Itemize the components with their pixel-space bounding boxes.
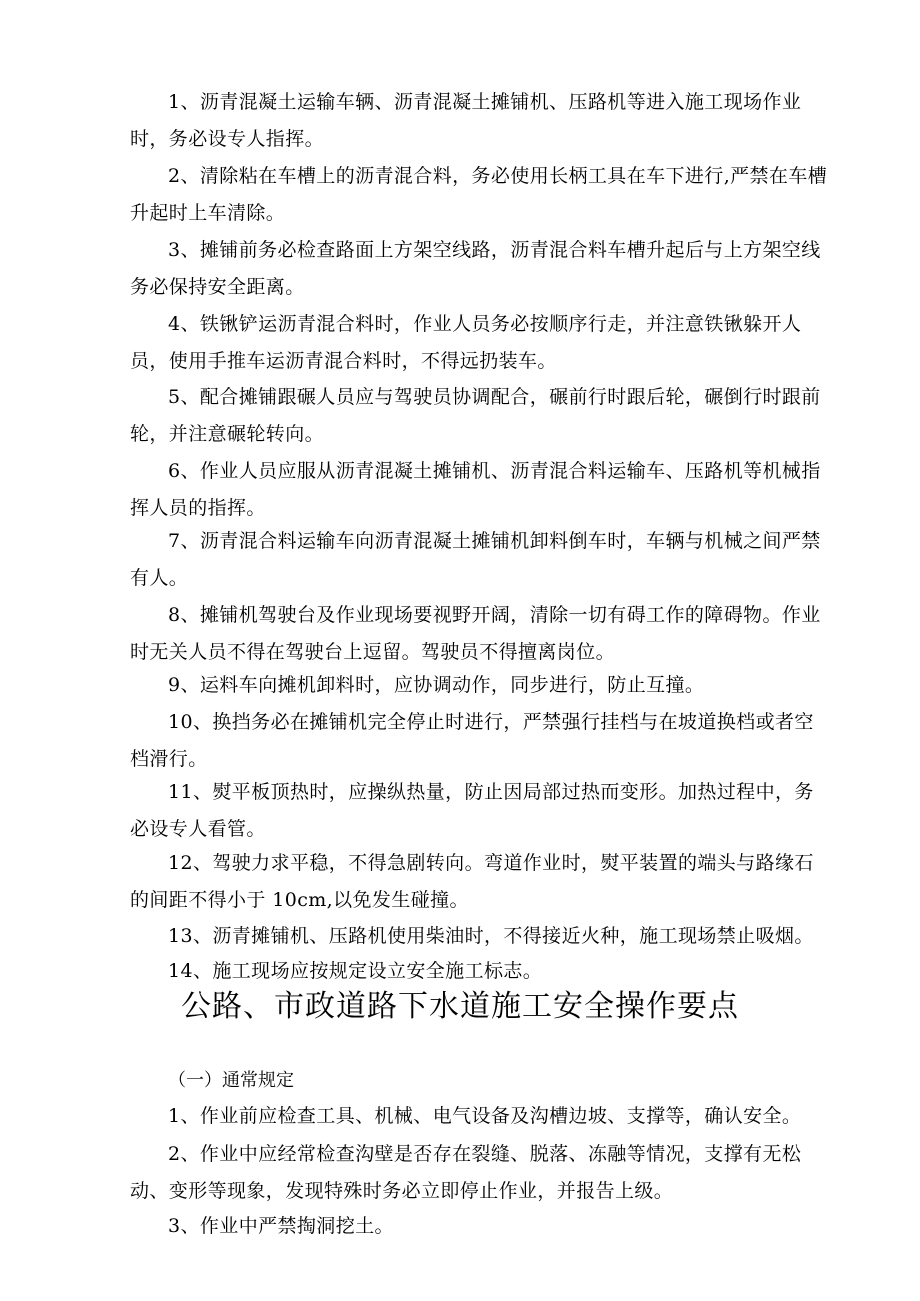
section-title: 公路、市政道路下水道施工安全操作要点 <box>181 989 739 1024</box>
paragraph-item-7: 7、沥青混合料运输车向沥青混凝土摊铺机卸料倒车时，车辆与机械之间严禁有人。 <box>130 530 821 589</box>
paragraph-item-6: 6、作业人员应服从沥青混凝土摊铺机、沥青混合料运输车、压路机等机械指挥人员的指挥。 <box>130 460 821 519</box>
paragraph-item-4: 4、铁锹铲运沥青混合料时，作业人员务必按顺序行走，并注意铁锹躲开人员，使用手推车运沥青混合料时，不得远扔装车。 <box>130 313 802 372</box>
paragraph-item-5: 5、配合摊铺跟碾人员应与驾驶员协调配合，碾前行时跟后轮，碾倒行时跟前轮，并注意碾轮转向。 <box>130 386 821 445</box>
paragraph-item-8: 8、摊铺机驾驶台及作业现场要视野开阔，清除一切有碍工作的障碍物。作业时无关人员不得在驾驶台上逗留。驾驶员不得擅离岗位。 <box>130 604 821 663</box>
paragraph-item-12: 12、驾驶力求平稳，不得急剧转向。弯道作业时，熨平装置的端头与路缘石的间距不得小于 10cm,以免发生碰撞。 <box>130 852 814 911</box>
paragraph-item-13: 13、沥青摊铺机、压路机使用柴油时，不得接近火种，施工现场禁止吸烟。 <box>168 925 814 947</box>
section-subheading: （一）通常规定 <box>168 1070 294 1091</box>
paragraph-rule-2: 2、作业中应经常检查沟壁是否存在裂缝、脱落、冻融等情况，支撑有无松动、变形等现象，发现特殊时务必立即停止作业，并报告上级。 <box>130 1143 802 1202</box>
paragraph-item-1: 1、沥青混凝土运输车辆、沥青混凝土摊铺机、压路机等进入施工现场作业时，务必设专人指挥。 <box>130 91 802 150</box>
paragraph-item-10: 10、换挡务必在摊铺机完全停止时进行，严禁强行挂档与在坡道换档或者空档滑行。 <box>130 711 814 770</box>
paragraph-item-11: 11、熨平板顶热时，应操纵热量，防止因局部过热而变形。加热过程中，务必设专人看管。 <box>130 781 814 840</box>
paragraph-item-9: 9、运料车向摊机卸料时，应协调动作，同步进行，防止互撞。 <box>168 674 705 696</box>
paragraph-item-14: 14、施工现场应按规定设立安全施工标志。 <box>168 960 543 982</box>
paragraph-item-3: 3、摊铺前务必检查路面上方架空线路，沥青混合料车槽升起后与上方架空线务必保持安全距离。 <box>130 239 821 298</box>
paragraph-rule-3: 3、作业中严禁掏洞挖土。 <box>168 1215 394 1237</box>
paragraph-item-2: 2、清除粘在车槽上的沥青混合料，务必使用长柄工具在车下进行,严禁在车槽升起时上车清除。 <box>130 165 828 224</box>
paragraph-rule-1: 1、作业前应检查工具、机械、电气设备及沟槽边坡、支撑等，确认安全。 <box>168 1105 802 1127</box>
